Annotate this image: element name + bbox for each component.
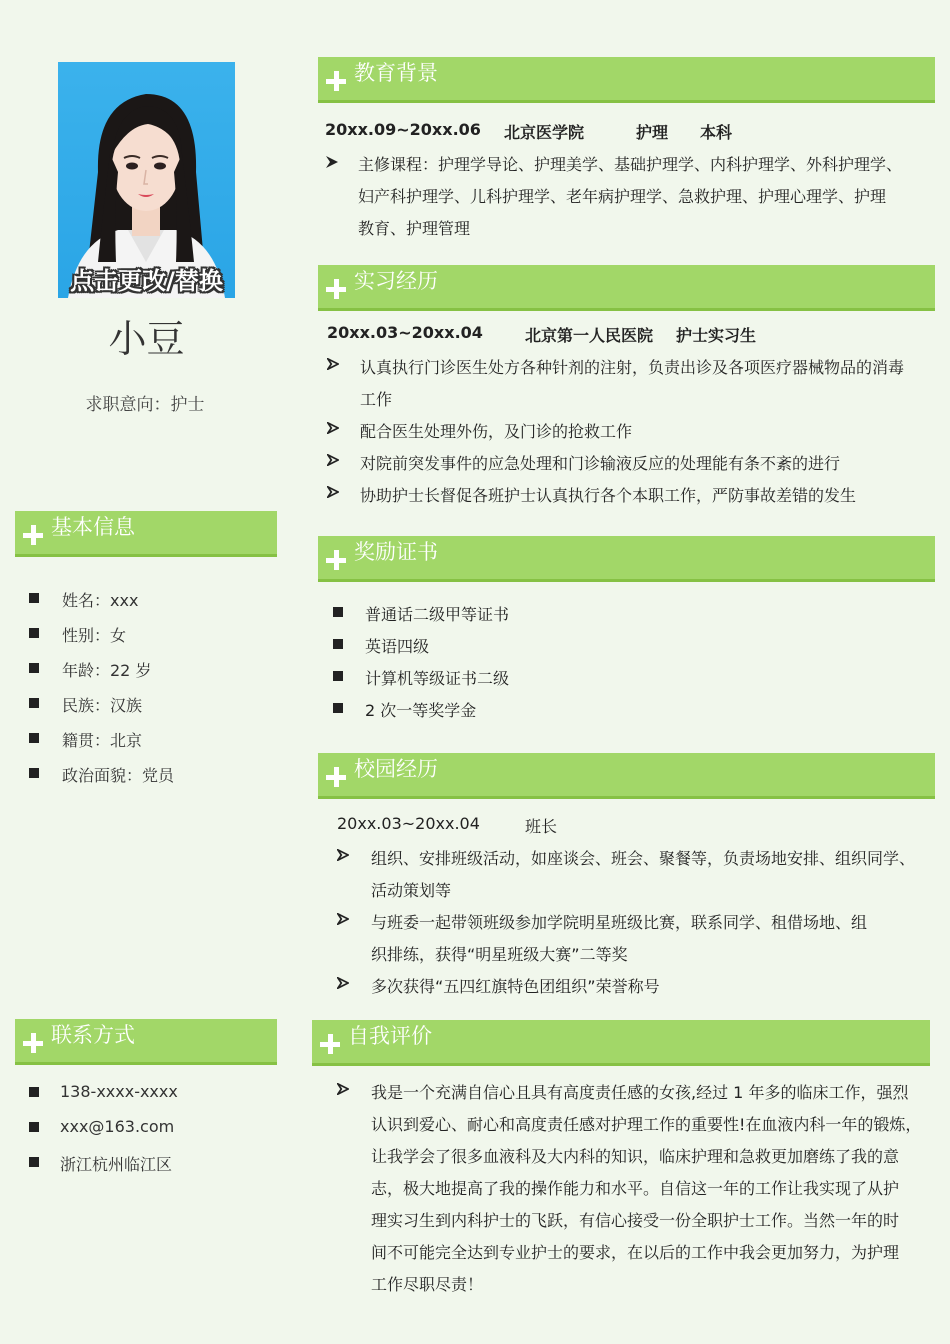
arrow-bullet-icon bbox=[327, 454, 341, 468]
self-eval-line: 工作尽职尽责！ bbox=[371, 1275, 484, 1294]
bullet-square-icon bbox=[29, 593, 39, 603]
bullet-square-icon bbox=[29, 733, 39, 743]
self-eval-line: 认识到爱心、耐心和高度责任感对护理工作的重要性!在血液内科一年的锻炼， bbox=[371, 1115, 922, 1134]
bullet-square-icon bbox=[29, 1087, 39, 1097]
bullet-square-icon bbox=[333, 703, 343, 713]
education-header bbox=[318, 57, 935, 103]
campus-period: 20xx.03~20xx.04 bbox=[337, 814, 480, 833]
campus-bullet: 多次获得“五四红旗特色团组织”荣誉称号 bbox=[371, 977, 660, 996]
education-degree: 本科 bbox=[700, 123, 733, 142]
plus-icon bbox=[326, 550, 346, 570]
awards-title: 奖励证书 bbox=[354, 540, 438, 564]
plus-icon bbox=[326, 767, 346, 787]
internship-bullet: 协助护士长督促各班护士认真执行各个本职工作，严防事故差错的发生 bbox=[360, 486, 857, 505]
bullet-square-icon bbox=[29, 768, 39, 778]
contact-address: 浙江杭州临江区 bbox=[60, 1155, 173, 1174]
contact-header bbox=[15, 1019, 277, 1065]
education-major: 护理 bbox=[636, 123, 669, 142]
arrow-bullet-icon bbox=[337, 977, 351, 991]
arrow-bullet-icon bbox=[325, 155, 339, 169]
bullet-square-icon bbox=[29, 628, 39, 638]
education-courses-line: 教育、护理管理 bbox=[358, 219, 471, 238]
plus-icon bbox=[23, 525, 43, 545]
job-intent: 求职意向：护士 bbox=[85, 395, 205, 415]
self-eval-line: 志，极大地提高了我的操作能力和水平。自信这一年的工作让我实现了从护 bbox=[371, 1179, 900, 1198]
contact-email: xxx@163.com bbox=[60, 1117, 175, 1136]
basic-info-title: 基本信息 bbox=[51, 515, 135, 539]
plus-icon bbox=[320, 1034, 340, 1054]
bullet-square-icon bbox=[29, 698, 39, 708]
arrow-bullet-icon bbox=[327, 358, 341, 372]
internship-header bbox=[318, 265, 935, 311]
internship-title: 实习经历 bbox=[354, 269, 438, 293]
basic-info-item: 姓名：xxx bbox=[62, 591, 139, 610]
education-title: 教育背景 bbox=[354, 61, 438, 85]
self-eval-line: 让我学会了很多血液科及大内科的知识，临床护理和急救更加磨练了我的意 bbox=[371, 1147, 900, 1166]
internship-period: 20xx.03~20xx.04 bbox=[327, 323, 483, 342]
self-eval-line: 间不可能完全达到专业护士的要求，在以后的工作中我会更加努力，为护理 bbox=[371, 1243, 900, 1262]
campus-header bbox=[318, 753, 935, 799]
arrow-bullet-icon bbox=[337, 1083, 351, 1097]
arrow-bullet-icon bbox=[337, 849, 351, 863]
basic-info-header bbox=[15, 511, 277, 557]
internship-bullet-cont: 工作 bbox=[360, 390, 393, 409]
education-courses-line: 妇产科护理学、儿科护理学、老年病护理学、急救护理、护理心理学、护理 bbox=[358, 187, 887, 206]
education-period: 20xx.09~20xx.06 bbox=[325, 120, 481, 139]
basic-info-item: 年龄：22 岁 bbox=[62, 661, 152, 680]
award-item: 普通话二级甲等证书 bbox=[365, 605, 510, 624]
campus-role: 班长 bbox=[525, 817, 558, 836]
plus-icon bbox=[326, 279, 346, 299]
basic-info-item: 民族：汉族 bbox=[62, 696, 143, 715]
bullet-square-icon bbox=[333, 671, 343, 681]
plus-icon bbox=[326, 71, 346, 91]
bullet-square-icon bbox=[333, 639, 343, 649]
candidate-name: 小豆 bbox=[108, 317, 185, 361]
basic-info-item: 性别：女 bbox=[62, 626, 127, 645]
contact-phone: 138-xxxx-xxxx bbox=[60, 1082, 178, 1101]
arrow-bullet-icon bbox=[327, 422, 341, 436]
bullet-square-icon bbox=[29, 1157, 39, 1167]
award-item: 计算机等级证书二级 bbox=[365, 669, 510, 688]
profile-photo[interactable] bbox=[58, 62, 235, 298]
self-eval-title: 自我评价 bbox=[348, 1024, 432, 1048]
internship-org: 北京第一人民医院 bbox=[525, 326, 654, 345]
basic-info-item: 政治面貌：党员 bbox=[62, 766, 175, 785]
campus-title: 校园经历 bbox=[354, 757, 438, 781]
campus-bullet: 与班委一起带领班级参加学院明星班级比赛，联系同学、租借场地、组 bbox=[371, 913, 868, 932]
campus-bullet-cont: 活动策划等 bbox=[371, 881, 452, 900]
self-eval-line: 理实习生到内科护士的飞跃，有信心接受一份全职护士工作。当然一年的时 bbox=[371, 1211, 900, 1230]
award-item: 2 次一等奖学金 bbox=[365, 701, 477, 720]
basic-info-item: 籍贯：北京 bbox=[62, 731, 143, 750]
award-item: 英语四级 bbox=[365, 637, 430, 656]
self-eval-line: 我是一个充满自信心且具有高度责任感的女孩,经过 1 年多的临床工作，强烈 bbox=[371, 1083, 909, 1102]
internship-bullet: 配合医生处理外伤，及门诊的抢救工作 bbox=[360, 422, 633, 441]
internship-bullet: 认真执行门诊医生处方各种针剂的注射，负责出诊及各项医疗器械物品的消毒 bbox=[360, 358, 905, 377]
contact-title: 联系方式 bbox=[51, 1023, 135, 1047]
internship-role: 护士实习生 bbox=[676, 326, 757, 345]
internship-bullet: 对院前突发事件的应急处理和门诊输液反应的处理能有条不紊的进行 bbox=[360, 454, 841, 473]
self-eval-header bbox=[312, 1020, 930, 1066]
bullet-square-icon bbox=[333, 607, 343, 617]
education-courses-line: 主修课程：护理学导论、护理美学、基础护理学、内科护理学、外科护理学、 bbox=[358, 155, 903, 174]
arrow-bullet-icon bbox=[327, 486, 341, 500]
awards-header bbox=[318, 536, 935, 582]
photo-change-caption[interactable]: 点击更改/替换 bbox=[70, 267, 223, 295]
bullet-square-icon bbox=[29, 663, 39, 673]
plus-icon bbox=[23, 1033, 43, 1053]
education-school: 北京医学院 bbox=[504, 123, 585, 142]
arrow-bullet-icon bbox=[337, 913, 351, 927]
campus-bullet-cont: 织排练，获得“明星班级大赛”二等奖 bbox=[371, 945, 628, 964]
campus-bullet: 组织、安排班级活动，如座谈会、班会、聚餐等，负责场地安排、组织同学、 bbox=[371, 849, 916, 868]
bullet-square-icon bbox=[29, 1122, 39, 1132]
